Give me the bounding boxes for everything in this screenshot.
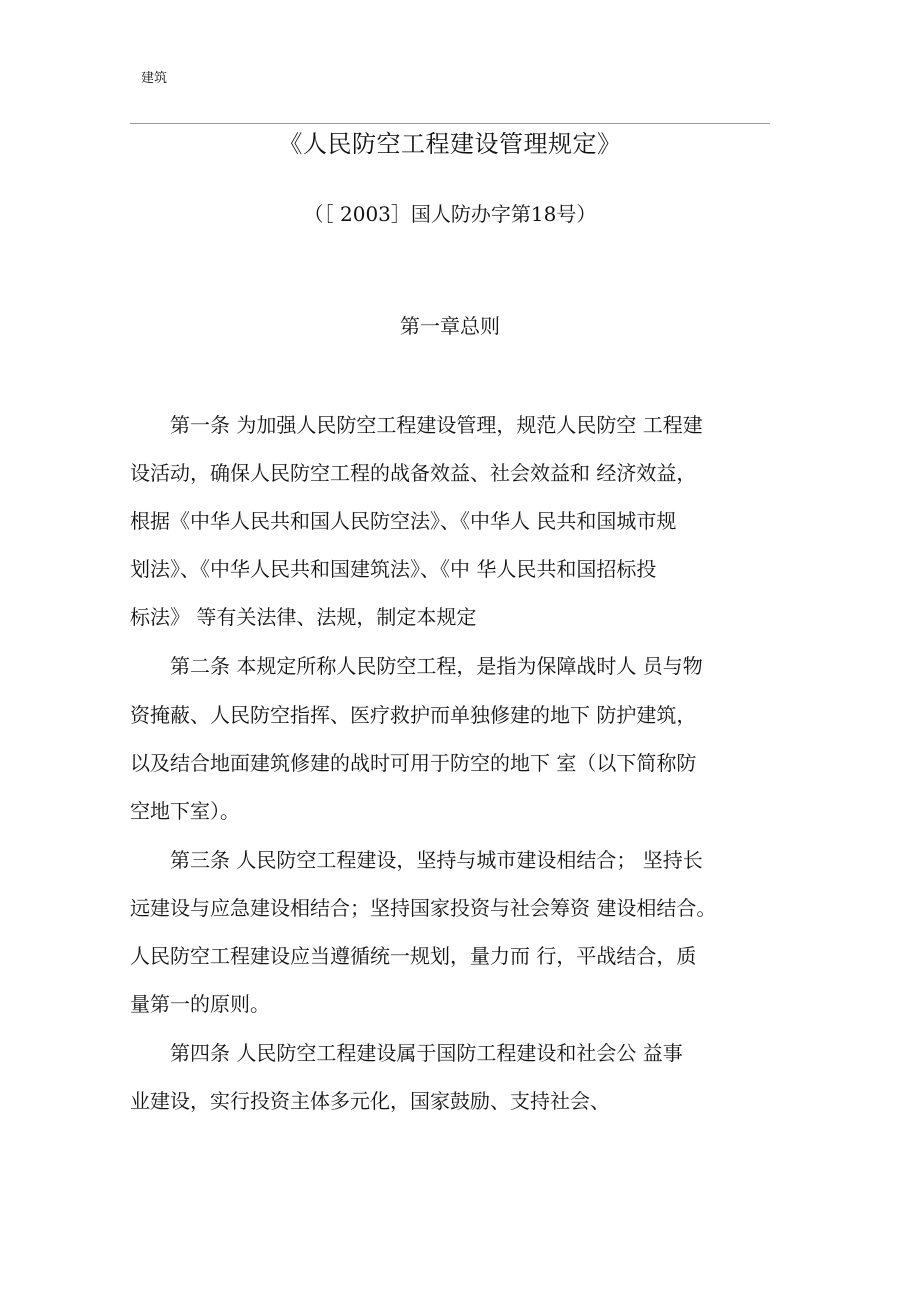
body-line: 第二条 本规定所称人民防空工程，是指为保障战时人 员与物	[130, 654, 703, 678]
body-line: 人民防空工程建设应当遵循统一规划，量力而 行，平战结合，质	[130, 944, 697, 968]
chapter-heading: 第一章总则	[400, 314, 500, 338]
body-line: 划法》、《中华人民共和国建筑法》、《中 华人民共和国招标投	[130, 557, 657, 581]
document-title: 《人民防空工程建设管理规定》	[278, 130, 622, 158]
header-label: 建筑	[141, 71, 168, 86]
body-line: 第一条 为加强人民防空工程建设管理，规范人民防空 工程建	[130, 413, 703, 437]
body-line: 第三条 人民防空工程建设，坚持与城市建设相结合； 坚持长	[130, 848, 703, 872]
body-line: 业建设，实行投资主体多元化，国家鼓励、支持社会、	[130, 1089, 610, 1113]
body-line: 设活动，确保人民防空工程的战备效益、社会效益和 经济效益，	[130, 461, 697, 485]
body-line: 第四条 人民防空工程建设属于国防工程建设和社会公 益事	[130, 1041, 683, 1065]
body-line: 根据《中华人民共和国人民防空法》、《中华人 民共和国城市规	[130, 509, 677, 533]
body-line: 以及结合地面建筑修建的战时可用于防空的地下 室（以下简称防	[130, 751, 697, 775]
body-line: 远建设与应急建设相结合；坚持国家投资与社会筹资 建设相结合。	[130, 896, 717, 920]
body-line: 量第一的原则。	[130, 992, 270, 1016]
body-line: 标法》 等有关法律、法规，制定本规定	[130, 605, 477, 629]
document-number: （［ 2003］国人防办字第18号）	[303, 202, 597, 226]
body-line: 空地下室）。	[130, 799, 240, 823]
body-line: 资掩蔽、人民防空指挥、医疗救护而单独修建的地下 防护建筑，	[130, 703, 697, 727]
